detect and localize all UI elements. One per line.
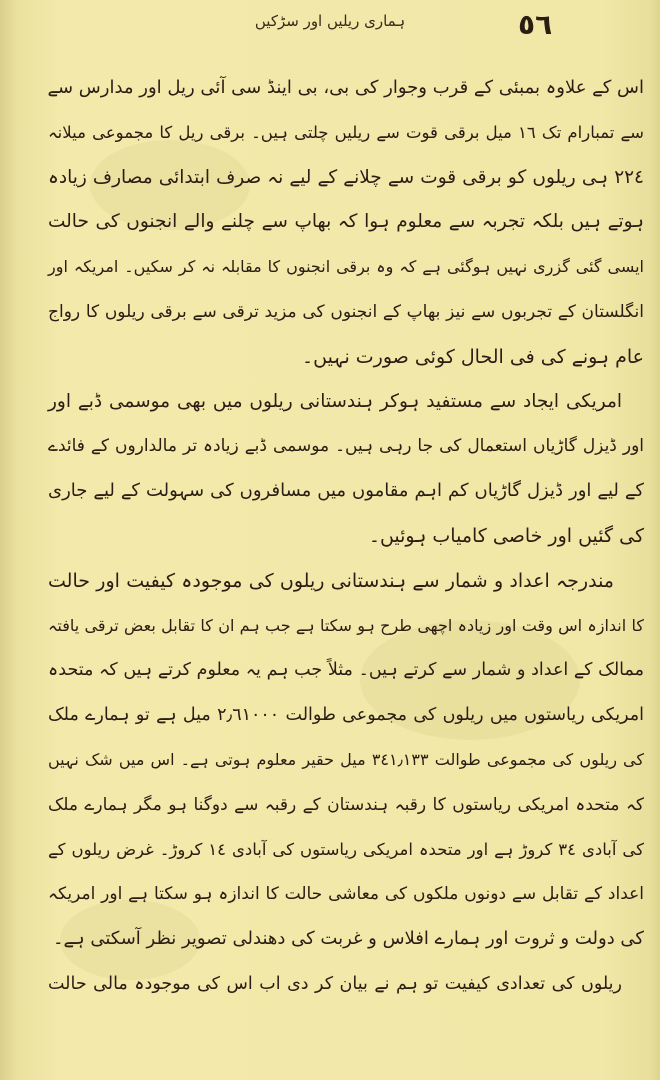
paragraph (48, 66, 644, 380)
text-line: کا اندازہ اس وقت اور زیادہ اچھی طرح ہو سکتا ہے جب ہم ان کا تقابل بعض ترقی یافتہ (48, 615, 644, 635)
text-line: امریکی ریاستوں میں ریلوں کی مجموعی طوالت ٢٫٦١٠٠٠ میل ہے تو ہمارے ملک (48, 705, 644, 726)
text-line: مندرجہ اعداد و شمار سے ہندستانی ریلوں کی موجودہ کیفیت اور حالت (48, 569, 614, 592)
text-line: ریلوں کی تعدادی کیفیت تو ہم نے بیان کر دی اب اس کی موجودہ مالی حالت (48, 973, 622, 994)
text-line: ٢٢٤ ہی ریلوں کو برقی قوت سے چلانے کے لیے نہ صرف ابتدائی مصارف زیادہ (48, 166, 644, 188)
text-line: انگلستان کے تجربوں سے نیز بھاپ کے انجنوں کی مزید ترقی سے برقی ریلوں کا رواج (48, 301, 644, 322)
text-line: کہ متحدہ امریکی ریاستوں کا رقبہ ہندستان کے رقبہ سے دوگنا ہو مگر ہمارے ملک (48, 794, 644, 815)
text-line: کی آبادی ٣٤ کروڑ ہے اور متحدہ امریکی ریاستوں کی آبادی ١٤ کروڑ۔ غرض ریلوں کے (48, 839, 644, 859)
text-line: اور ڈیزل گاڑیاں استعمال کی جا رہی ہیں۔ موسمی ڈبے زیادہ تر مالداروں کے فائدے (48, 436, 644, 457)
text-line: اس کے علاوہ بمبئی کے قرب وجوار کی بی، بی اینڈ سی آئی ریل اور مدارس سے (47, 77, 644, 98)
text-line: امریکی ایجاد سے مستفید ہوکر ہندستانی ریلوں میں بھی موسمی ڈبے اور (48, 390, 622, 412)
text-line: عام ہونے کی فی الحال کوئی صورت نہیں۔ (301, 345, 644, 368)
running-title: ہماری ریلیں اور سڑکیں (254, 12, 406, 30)
text-line: کی دولت و ثروت اور ہمارے افلاس و غربت کی دھندلی تصویر نظر آسکتی ہے۔ (52, 928, 644, 950)
text-line: سے تمبارام تک ١٦ میل برقی قوت سے ریلیں چلتی ہیں۔ برقی ریل کا مجموعی میلانہ (48, 122, 644, 142)
text-line: اعداد کے تقابل سے دونوں ملکوں کی معاشی حالت کا اندازہ ہو سکتا ہے اور امریکہ (48, 884, 644, 905)
page-body (48, 66, 644, 1007)
text-line: ممالک کے اعداد و شمار سے کرتے ہیں۔ مثلاً جب ہم یہ معلوم کرتے ہیں کہ متحدہ (48, 660, 644, 681)
paragraph (48, 962, 644, 1007)
paragraph (48, 380, 644, 559)
text-line: کے لیے اور ڈیزل گاڑیاں کم اہم مقاموں میں مسافروں کی سہولت کے لیے جاری (48, 480, 644, 502)
text-line: کی ریلوں کی مجموعی طوالت ٣٤١٫١٣٣ میل حقیر معلوم ہوتی ہے۔ اس میں شک نہیں (48, 749, 645, 769)
text-line: ہوتے ہیں بلکہ تجربہ سے معلوم ہوا کہ بھاپ سے چلنے والے انجنوں کی حالت (48, 211, 644, 233)
paragraph (48, 559, 644, 962)
text-line: ایسی گئی گزری نہیں ہوگئی ہے کہ وہ برقی انجنوں کا مقابلہ نہ کر سکیں۔ امریکہ اور (48, 257, 644, 277)
text-line: کی گئیں اور خاصی کامیاب ہوئیں۔ (368, 524, 644, 547)
page-number: ٥٦ (518, 8, 553, 41)
